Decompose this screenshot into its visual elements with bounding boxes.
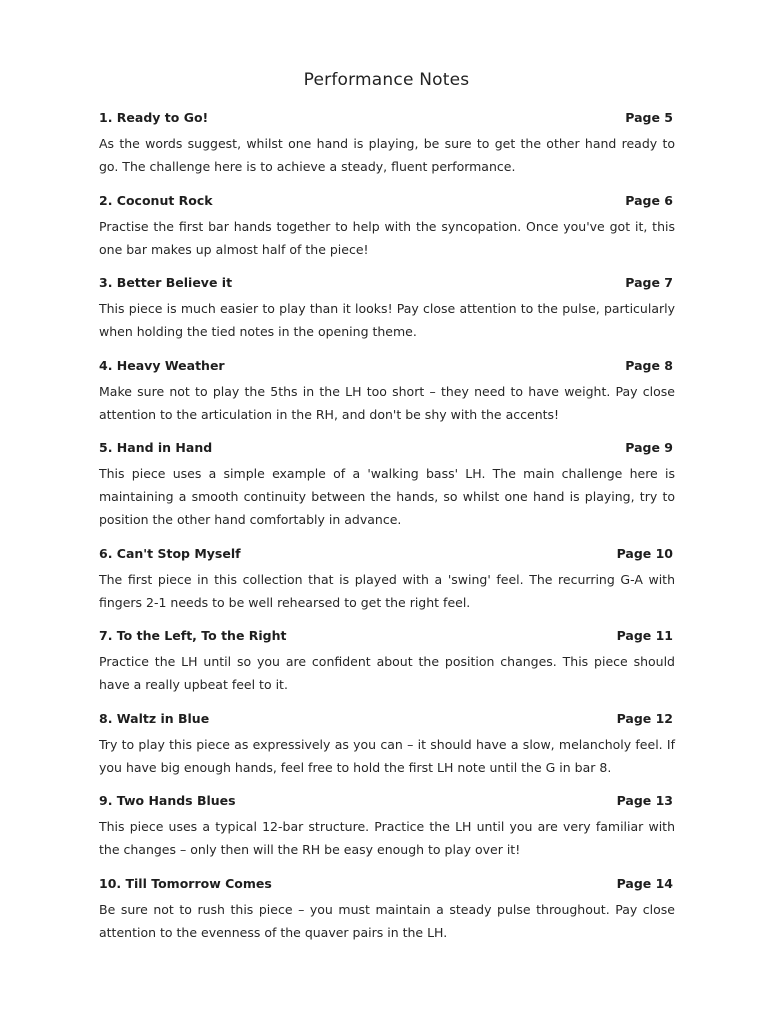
- note-text: This piece is much easier to play than it looks! Pay close attention to the pulse, particularly when holding the tied notes in the opening theme.: [99, 301, 675, 339]
- note-title: 8. Waltz in Blue: [99, 710, 210, 726]
- note-text: Make sure not to play the 5ths in the LH too short – they need to have weight. Pay close attention to the articulation in the RH, and don't be shy with the accents!: [99, 383, 675, 422]
- note-page-ref: Page 8: [625, 357, 673, 373]
- note-text: Try to play this piece as expressively as you can – it should have a slow, melancholy feel. If you have big enough hands, feel free to hold the first LH note until the G in bar 8.: [99, 736, 675, 775]
- note-item: [99, 545, 675, 614]
- note-item: [99, 109, 675, 178]
- note-header: [99, 192, 675, 209]
- note-title: 3. Better Believe it: [99, 275, 233, 290]
- note-title: 2. Coconut Rock: [99, 192, 213, 208]
- note-page-ref: Page 5: [625, 110, 673, 125]
- note-text: Be sure not to rush this piece – you must maintain a steady pulse throughout. Pay close attention to the evenness of the quaver pairs in the LH.: [99, 901, 675, 940]
- note-item: [99, 274, 675, 343]
- note-page-ref: Page 13: [616, 793, 673, 808]
- note-header: [99, 545, 675, 562]
- note-page-ref: Page 6: [625, 192, 673, 208]
- note-title: 7. To the Left, To the Right: [99, 628, 287, 643]
- note-title: 9. Two Hands Blues: [99, 793, 236, 808]
- note-item: [99, 439, 675, 531]
- note-title: 6. Can't Stop Myself: [99, 545, 241, 561]
- note-page-ref: Page 10: [616, 545, 673, 561]
- notes-list: [99, 109, 675, 957]
- note-page-ref: Page 14: [616, 875, 673, 891]
- note-text: This piece uses a simple example of a 'walking bass' LH. The main challenge here is maintaining a smooth continuity between the hands, so whilst one hand is playing, try to position the other hand comfortably in advance.: [99, 466, 675, 527]
- note-header: [99, 627, 675, 644]
- note-item: [99, 875, 675, 944]
- note-page-ref: Page 9: [625, 440, 673, 455]
- note-header: [99, 710, 675, 727]
- note-title: 4. Heavy Weather: [99, 357, 225, 373]
- note-title: 5. Hand in Hand: [99, 440, 213, 455]
- note-header: [99, 875, 675, 892]
- note-item: [99, 792, 675, 861]
- note-title: 1. Ready to Go!: [99, 110, 209, 125]
- page-title: Performance Notes: [303, 70, 470, 90]
- note-page-ref: Page 7: [625, 275, 673, 290]
- note-text: This piece uses a typical 12-bar structure. Practice the LH until you are very familiar with the changes – only then will the RH be easy enough to play over it!: [99, 819, 675, 857]
- note-text: Practise the first bar hands together to help with the syncopation. Once you've got it, this one bar makes up almost half of the piece!: [99, 218, 675, 257]
- note-item: [99, 357, 675, 426]
- note-page-ref: Page 12: [616, 710, 673, 726]
- note-header: [99, 439, 675, 456]
- note-text: As the words suggest, whilst one hand is playing, be sure to get the other hand ready to go. The challenge here is to achieve a steady, fluent performance.: [99, 136, 675, 174]
- note-title: 10. Till Tomorrow Comes: [99, 875, 272, 891]
- note-header: [99, 357, 675, 374]
- note-item: [99, 627, 675, 696]
- note-item: [99, 192, 675, 261]
- note-page-ref: Page 11: [616, 628, 673, 643]
- note-header: [99, 109, 675, 126]
- note-header: [99, 792, 675, 809]
- note-text: The first piece in this collection that is played with a 'swing' feel. The recurring G-A with fingers 2-1 needs to be well rehearsed to get the right feel.: [99, 571, 675, 610]
- note-header: [99, 274, 675, 291]
- note-item: [99, 710, 675, 779]
- note-text: Practice the LH until so you are confident about the position changes. This piece should have a really upbeat feel to it.: [99, 654, 675, 692]
